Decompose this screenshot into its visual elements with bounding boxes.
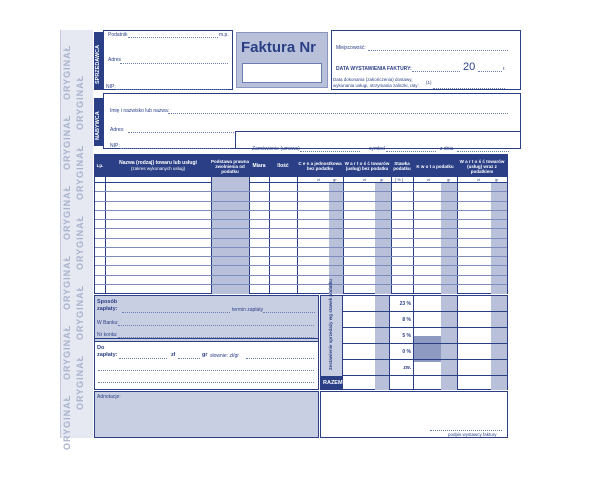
summary-rows xyxy=(343,296,507,390)
order-symbol-label: symbol xyxy=(369,146,385,152)
table-row[interactable] xyxy=(95,183,507,192)
buyer-tab xyxy=(94,98,103,146)
summary-rate-label: 23 % xyxy=(399,301,411,307)
header-unit: Miara xyxy=(252,163,266,169)
table-row[interactable] xyxy=(95,202,507,211)
order-date-label: z dnia xyxy=(440,146,454,152)
buyer-address-label: Adres: xyxy=(110,127,125,133)
header-net-value: W a r t o ś ć towarów (usług) bez podatku xyxy=(344,161,390,171)
summary-row[interactable] xyxy=(343,360,507,376)
summary-vertical-label: Zestawienie sprzedaży wg stawek podatku xyxy=(328,278,333,370)
tax-zl: zł xyxy=(427,177,430,182)
tax-gr: gr xyxy=(447,177,451,182)
place-line[interactable] xyxy=(368,50,508,51)
original-label: ORYGINAŁ xyxy=(75,144,85,200)
issue-date-line[interactable] xyxy=(412,71,460,72)
buyer-nip-line[interactable] xyxy=(120,148,230,149)
table-rows xyxy=(95,183,507,294)
items-table xyxy=(94,154,508,294)
summary-row[interactable] xyxy=(343,296,507,312)
table-row[interactable] xyxy=(95,276,507,285)
original-watermark-column xyxy=(62,30,76,450)
original-label: ORYGINAŁ xyxy=(62,44,72,100)
net-zl: zł xyxy=(363,177,366,182)
original-watermark-column-2 xyxy=(75,30,89,438)
original-label: ORYGINAŁ xyxy=(62,184,72,240)
table-row[interactable] xyxy=(95,192,507,201)
table-row[interactable] xyxy=(95,248,507,257)
price-zl: zł xyxy=(317,177,320,182)
invoice-number-field[interactable] xyxy=(242,63,322,83)
summary-total-label: RAZEM xyxy=(323,380,343,386)
table-row[interactable] xyxy=(95,257,507,266)
summary-rate-label: 0 % xyxy=(402,349,411,355)
notes-label: Adnotacje: xyxy=(97,394,121,400)
gross-gr: gr xyxy=(495,177,499,182)
table-row[interactable] xyxy=(95,266,507,275)
topay-label-2: zapłaty: xyxy=(97,352,118,358)
delivery-note-marker: (1) xyxy=(426,80,432,85)
topay-zl-label: zł xyxy=(171,352,176,358)
buyer-name-line[interactable] xyxy=(168,113,508,114)
seller-name-label: Podatnik xyxy=(108,32,128,38)
summary-vertical-cell xyxy=(321,278,343,376)
topay-words-line-2[interactable] xyxy=(98,370,314,371)
payment-method-label-1: Sposób xyxy=(97,299,118,305)
original-label: ORYGINAŁ xyxy=(62,114,72,170)
table-row[interactable] xyxy=(95,211,507,220)
table-row[interactable] xyxy=(95,239,507,248)
order-label: Zamówienie (umowa) xyxy=(252,146,300,152)
payment-method-label-2: zapłaty: xyxy=(97,306,118,312)
table-row[interactable] xyxy=(95,285,507,294)
delivery-date-line[interactable] xyxy=(433,88,505,89)
summary-row[interactable] xyxy=(343,312,507,328)
order-symbol-line[interactable] xyxy=(386,151,436,152)
original-label: ORYGINAŁ xyxy=(62,394,72,450)
topay-words-line[interactable] xyxy=(246,358,314,359)
header-rate: Stawka podatku xyxy=(393,161,411,171)
seller-nip-label: NIP: xyxy=(106,84,116,90)
invoice-title: Faktura Nr xyxy=(241,39,317,56)
original-label: ORYGINAŁ xyxy=(62,254,72,310)
summary-table xyxy=(320,278,508,390)
signature-label: podpis wystawcy faktury xyxy=(448,432,497,437)
summary-row[interactable] xyxy=(343,344,507,360)
summary-rate-label: 5 % xyxy=(402,333,411,339)
table-row[interactable] xyxy=(95,220,507,229)
seller-name-line[interactable] xyxy=(128,37,218,38)
bank-label: W Banku: xyxy=(97,320,119,326)
original-label: ORYGINAŁ xyxy=(75,284,85,340)
issue-year-prefix: 20 xyxy=(463,61,476,73)
seller-nip-line[interactable] xyxy=(116,89,228,90)
payment-deadline-line[interactable] xyxy=(263,312,315,313)
account-label: Nr konta: xyxy=(97,332,118,338)
issue-date-label: DATA WYSTAWIENIA FAKTURY: xyxy=(336,66,412,72)
delivery-date-label-2: wykonania usługi, otrzymania zaliczki, raty: xyxy=(333,83,419,88)
header-gross-value: W a r t o ś ć towarów (usług) wraz z podatkiem xyxy=(459,158,505,174)
original-label: ORYGINAŁ xyxy=(75,214,85,270)
summary-row[interactable] xyxy=(343,328,507,344)
seller-address-line[interactable] xyxy=(120,63,228,64)
header-lp: Lp. xyxy=(96,163,104,168)
rate-percent: [ % ] xyxy=(395,177,404,182)
header-basis: Podstawa prawna zwolnienia od podatku xyxy=(211,158,250,174)
gross-zl: zł xyxy=(477,177,480,182)
bank-line[interactable] xyxy=(118,325,314,326)
seller-tab xyxy=(94,32,103,90)
topay-gr-line[interactable] xyxy=(178,358,200,359)
issue-year-line[interactable] xyxy=(478,71,502,72)
order-line[interactable] xyxy=(300,151,360,152)
seller-stamp-label: m.p. xyxy=(219,32,229,38)
buyer-nip-label: NIP: xyxy=(110,143,120,149)
original-label: ORYGINAŁ xyxy=(62,324,72,380)
place-label: Miejscowość: xyxy=(336,45,366,51)
account-line[interactable] xyxy=(118,337,314,338)
seller-address-label: Adres xyxy=(108,57,122,63)
payment-deadline-label: termin zapłaty xyxy=(232,307,264,313)
topay-words-label: słownie: zł/gr xyxy=(210,353,239,359)
price-gr: gr xyxy=(333,177,337,182)
order-date-line[interactable] xyxy=(457,151,509,152)
header-price: C e n a jednostkowa bez podatku xyxy=(298,161,342,171)
payment-method-box xyxy=(94,295,319,339)
header-tax-amount: K w o t a podatku xyxy=(416,163,454,169)
payment-method-line[interactable] xyxy=(122,312,230,313)
topay-zl-line[interactable] xyxy=(119,358,167,359)
topay-words-line-3[interactable] xyxy=(98,382,314,383)
header-qty: Ilość xyxy=(277,163,289,169)
header-name-sub: (zakres wykonanych usług) xyxy=(130,166,186,171)
buyer-vertical-label: NABYWCA xyxy=(95,111,101,140)
table-row[interactable] xyxy=(95,229,507,238)
delivery-date-label-1: Data dokonania (zakończenia) dostawy, xyxy=(333,77,413,82)
buyer-name-label: Imię i nazwisko lub nazwa: xyxy=(110,108,170,114)
original-label: ORYGINAŁ xyxy=(75,354,85,410)
issue-year-suffix: r. xyxy=(503,66,506,72)
topay-gr-label: gr xyxy=(202,352,208,358)
topay-label-1: Do xyxy=(97,345,105,351)
seller-box xyxy=(103,30,233,90)
header-name xyxy=(105,155,211,177)
summary-rate-label: zw. xyxy=(403,365,411,371)
seller-vertical-label: SPRZEDAWCA xyxy=(95,44,101,84)
net-gr: gr xyxy=(380,177,384,182)
header-name-main: Nazwa (rodzaj) towaru lub usługi xyxy=(119,160,197,166)
signature-line xyxy=(430,430,502,431)
notes-box xyxy=(94,391,319,438)
summary-rate-label: 8 % xyxy=(402,317,411,323)
original-label: ORYGINAŁ xyxy=(75,74,85,130)
